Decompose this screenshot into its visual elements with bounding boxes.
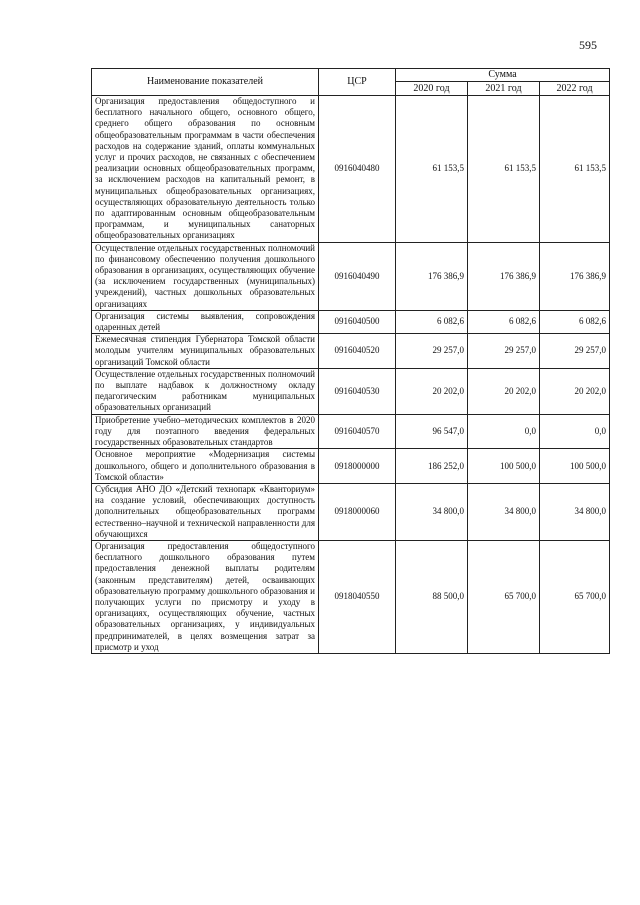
row-value-2022: 65 700,0: [540, 540, 610, 653]
table-row: [92, 368, 610, 414]
table-row: [92, 449, 610, 484]
row-value-2020: 88 500,0: [396, 540, 468, 653]
row-value-2021: 65 700,0: [468, 540, 540, 653]
header-name-column: Наименование показателей: [92, 69, 319, 96]
row-value-2022: 100 500,0: [540, 449, 610, 484]
header-year-2021: 2021 год: [468, 82, 540, 96]
budget-table: [91, 68, 610, 654]
row-name: Организация предоставления общедоступного бесплатного дошкольного образования путем предоставления денежной выплаты родителям (законным представителям) детей, осваивающих образовательную программу дошкольного образования и получающих услуги по присмотру и уходу в организациях, осуществляющих обучение, частных образовательных организациях, у индивидуальных предпринимателей, в целях возмещения затрат за присмотр и уход: [92, 540, 319, 653]
row-value-2021: 34 800,0: [468, 483, 540, 540]
row-name: Основное мероприятие «Модернизация системы дошкольного, общего и дополнительного образования в Томской области»: [92, 449, 319, 484]
row-value-2022: 176 386,9: [540, 242, 610, 310]
row-value-2021: 20 202,0: [468, 368, 540, 414]
header-code-column: ЦСР: [319, 69, 396, 96]
row-value-2021: 29 257,0: [468, 334, 540, 369]
row-value-2021: 6 082,6: [468, 310, 540, 333]
row-code: 0916040530: [319, 368, 396, 414]
row-name: Осуществление отдельных государственных полномочий по выплате надбавок к должностному окладу педагогическим работникам муниципальных образовательных организаций: [92, 368, 319, 414]
row-value-2021: 100 500,0: [468, 449, 540, 484]
row-code: 0918000060: [319, 483, 396, 540]
row-code: 0916040500: [319, 310, 396, 333]
header-year-2022: 2022 год: [540, 82, 610, 96]
table-row: [92, 334, 610, 369]
row-code: 0918040550: [319, 540, 396, 653]
row-name: Приобретение учебно–методических комплектов в 2020 году для поэтапного введения федеральных государственных образовательных стандартов: [92, 414, 319, 449]
header-sum-column: Сумма: [396, 69, 610, 82]
page-number: 595: [579, 38, 597, 52]
row-value-2021: 0,0: [468, 414, 540, 449]
row-value-2022: 29 257,0: [540, 334, 610, 369]
table-row: [92, 310, 610, 333]
row-value-2020: 6 082,6: [396, 310, 468, 333]
row-code: 0916040480: [319, 96, 396, 243]
row-value-2020: 29 257,0: [396, 334, 468, 369]
header-year-2020: 2020 год: [396, 82, 468, 96]
table-row: [92, 483, 610, 540]
row-value-2020: 61 153,5: [396, 96, 468, 243]
row-value-2021: 176 386,9: [468, 242, 540, 310]
row-name: Ежемесячная стипендия Губернатора Томской области молодым учителям муниципальных образовательных организаций Томской области: [92, 334, 319, 369]
row-value-2020: 20 202,0: [396, 368, 468, 414]
row-code: 0916040490: [319, 242, 396, 310]
row-name: Организация системы выявления, сопровождения одаренных детей: [92, 310, 319, 333]
row-name: Субсидия АНО ДО «Детский технопарк «Кванториум» на создание условий, обеспечивающих доступность дополнительных общеобразовательных программ естественно–научной и технической направленности для обучающихся: [92, 483, 319, 540]
row-value-2022: 34 800,0: [540, 483, 610, 540]
row-value-2020: 186 252,0: [396, 449, 468, 484]
table-row: [92, 96, 610, 243]
row-value-2020: 96 547,0: [396, 414, 468, 449]
row-value-2022: 0,0: [540, 414, 610, 449]
table-row: [92, 414, 610, 449]
row-value-2022: 61 153,5: [540, 96, 610, 243]
row-value-2020: 34 800,0: [396, 483, 468, 540]
row-name: Осуществление отдельных государственных полномочий по финансовому обеспечению получения дошкольного образования в организациях, осуществляющих обучение (за исключением государственных (муниципальных) учреждений), частных дошкольных образовательных организациях: [92, 242, 319, 310]
row-value-2022: 6 082,6: [540, 310, 610, 333]
row-code: 0918000000: [319, 449, 396, 484]
table-row: [92, 540, 610, 653]
row-value-2021: 61 153,5: [468, 96, 540, 243]
table-row: [92, 242, 610, 310]
row-code: 0916040520: [319, 334, 396, 369]
row-code: 0916040570: [319, 414, 396, 449]
row-name: Организация предоставления общедоступного и бесплатного начального общего, основного общего, среднего общего образования по основным общеобразовательным программам в части обеспечения расходов на содержание зданий, оплаты коммунальных услуг и прочих расходов, не связанных с обеспечением реализации основных общеобразовательных программ, за исключением расходов на капитальный ремонт, в муниципальных общеобразовательных организациях, осуществляющих образовательную деятельность только по адаптированным основным общеобразовательным программам, и муниципальных санаторных общеобразовательных организациях: [92, 96, 319, 243]
row-value-2022: 20 202,0: [540, 368, 610, 414]
row-value-2020: 176 386,9: [396, 242, 468, 310]
